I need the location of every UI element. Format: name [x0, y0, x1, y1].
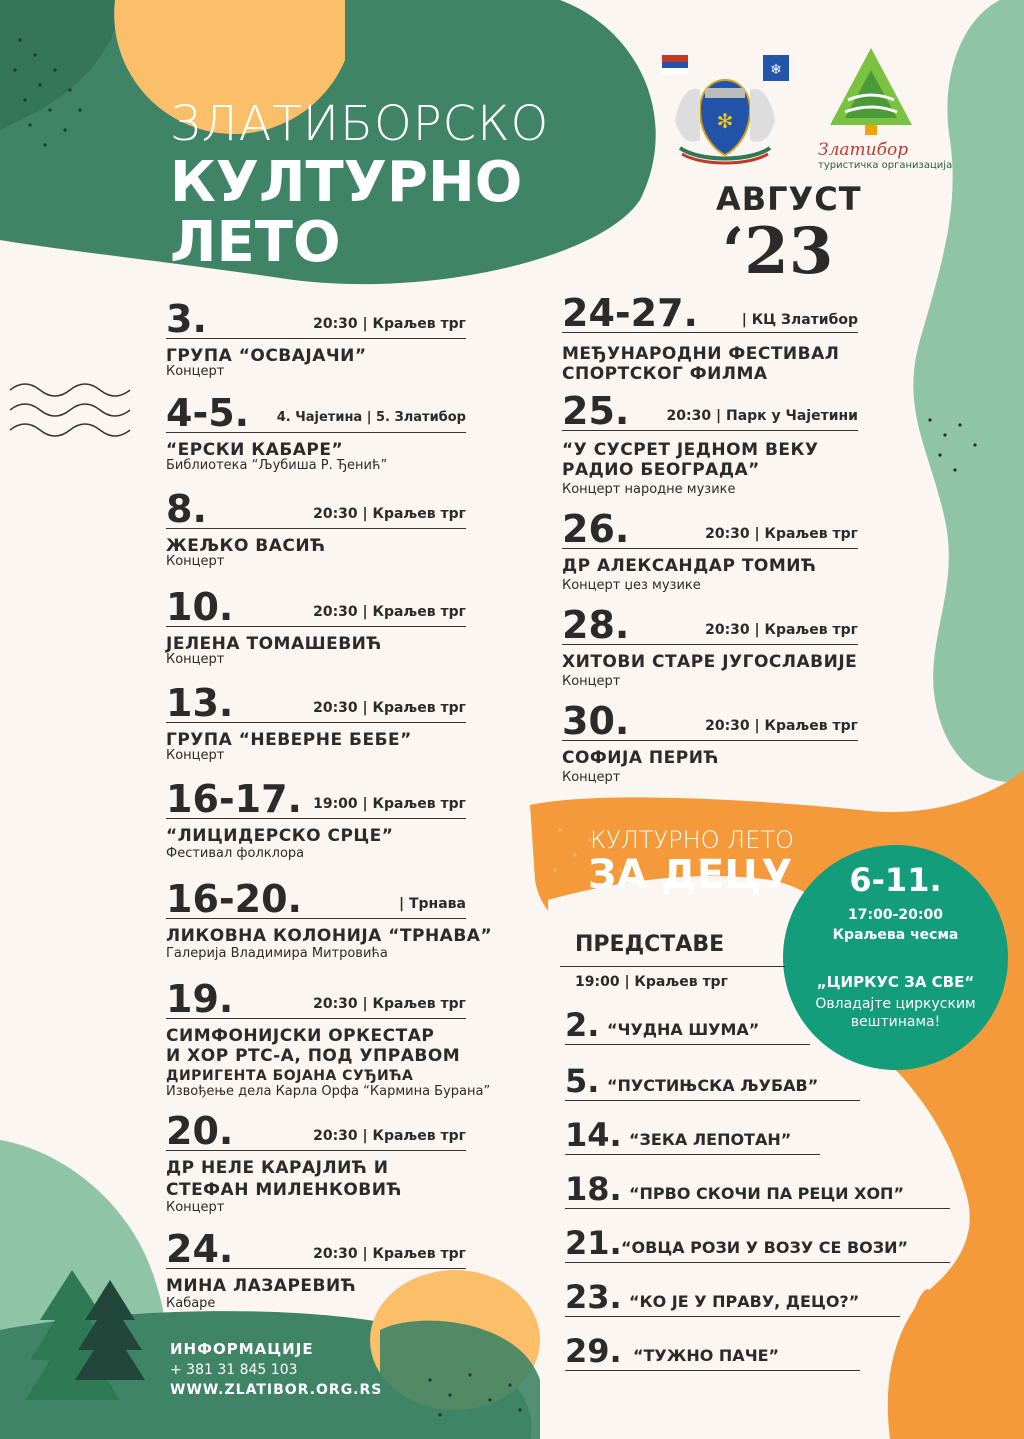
event-date: 19. [166, 977, 234, 1021]
event-subtitle: Концерт [562, 770, 621, 785]
event-subtitle: Извођење дела Карла Орфа “Кармина Бурана” [166, 1084, 491, 1099]
event-time-place: 19:00 | Краљев трг [313, 796, 466, 812]
divider [166, 626, 466, 627]
divider [565, 1100, 860, 1101]
divider [166, 1018, 466, 1019]
event-title: МИНА ЛАЗАРЕВИЋ [166, 1276, 357, 1296]
info-heading: ИНФОРМАЦИЈЕ [170, 1340, 314, 1358]
event-date: 13. [166, 681, 234, 725]
info-block [170, 1340, 382, 1398]
event-time-place: 20:30 | Краљев трг [313, 316, 466, 332]
event-title: ЈЕЛЕНА ТОМАШЕВИЋ [166, 634, 382, 654]
shows-time-place: 19:00 | Краљев трг [575, 974, 728, 990]
event-title: “У СУСРЕТ ЈЕДНОМ ВЕКУ [562, 440, 819, 460]
divider [565, 1154, 820, 1155]
divider [565, 1044, 810, 1045]
show-title: “ПРВО СКОЧИ ПА РЕЦИ ХОП” [629, 1184, 904, 1203]
event-subtitle: Фестивал фолклора [166, 846, 305, 861]
event-subtitle: Кабаре [166, 1296, 216, 1311]
event-subtitle: Библиотека “Љубиша Р. Ђенић” [166, 458, 388, 473]
show-date: 5. [565, 1062, 600, 1100]
divider [166, 818, 466, 819]
divider [562, 548, 858, 549]
event-time-place: 20:30 | Краљев трг [313, 506, 466, 522]
event-date: 24-27. [562, 291, 698, 335]
divider [166, 432, 466, 433]
event-date: 26. [562, 507, 630, 551]
event-date: 16-20. [166, 877, 302, 921]
divider [166, 528, 466, 529]
event-subtitle: Концерт [166, 748, 225, 763]
kids-title-line-1: КУЛТУРНО ЛЕТО [590, 826, 794, 854]
event-time-place: 20:30 | Краљев трг [705, 718, 858, 734]
title-line-1: ЗЛАТИБОРСКО [170, 96, 550, 152]
show-title: “ЧУДНА ШУМА” [607, 1020, 760, 1039]
event-title: ДР АЛЕКСАНДАР ТОМИЋ [562, 556, 817, 576]
event-title-line-2: И ХОР РТС-А, ПОД УПРАВОМ [166, 1046, 461, 1066]
circus-title: „ЦИРКУС ЗА СВЕ“ [816, 973, 975, 991]
event-subtitle: Концерт [166, 554, 225, 569]
event-title-line-2: РАДИО БЕОГРАДА” [562, 460, 760, 480]
event-date: 4-5. [166, 391, 250, 435]
event-time-place: 4. Чајетина | 5. Златибор [276, 410, 466, 425]
event-date: 25. [562, 389, 630, 433]
event-subtitle: Концерт [166, 652, 225, 667]
year-label: ‘23 [722, 214, 834, 289]
event-subtitle: Концерт [166, 1200, 225, 1215]
event-date: 16-17. [166, 777, 302, 821]
divider [562, 430, 858, 431]
month-label: АВГУСТ [716, 180, 862, 218]
show-date: 14. [565, 1116, 622, 1154]
event-time-place: | КЦ Златибор [741, 312, 858, 328]
circus-subtitle: Овладајте циркуским вештинама! [815, 996, 976, 1030]
event-date: 3. [166, 297, 207, 341]
event-date: 30. [562, 699, 630, 743]
title-line-2: КУЛТУРНО [170, 150, 523, 215]
divider [565, 1316, 900, 1317]
event-title: ДР НЕЛЕ КАРАЈЛИЋ И [166, 1158, 389, 1178]
event-date: 10. [166, 585, 234, 629]
event-title: ГРУПА “ОСВАЈАЧИ” [166, 346, 367, 366]
circus-badge [783, 845, 1008, 1070]
show-date: 18. [565, 1170, 622, 1208]
event-date: 28. [562, 603, 630, 647]
event-time-place: 20:30 | Краљев трг [313, 996, 466, 1012]
event-title: МЕЂУНАРОДНИ ФЕСТИВАЛ [562, 344, 840, 364]
divider [166, 918, 466, 919]
show-title: “ОВЦА РОЗИ У ВОЗУ СЕ ВОЗИ” [621, 1238, 909, 1257]
event-title: СОФИЈА ПЕРИЋ [562, 748, 719, 768]
divider [565, 1208, 950, 1209]
show-title: “ЗЕКА ЛЕПОТАН” [629, 1130, 792, 1149]
show-title: “КО ЈЕ У ПРАВУ, ДЕЦО?” [629, 1292, 860, 1311]
show-date: 2. [565, 1006, 600, 1044]
event-time-place: 20:30 | Краљев трг [313, 604, 466, 620]
event-date: 24. [166, 1227, 234, 1271]
info-phone[interactable]: + 381 31 845 103 [170, 1362, 298, 1378]
info-website[interactable]: WWW.ZLATIBOR.ORG.RS [170, 1382, 383, 1398]
zlatibor-logo-text: Златибор [818, 140, 909, 160]
event-title-line-2: СПОРТСКОГ ФИЛМА [562, 364, 768, 384]
show-date: 21. [565, 1224, 622, 1262]
divider [562, 332, 858, 333]
svg-text:✻: ✻ [716, 109, 734, 133]
divider [562, 740, 858, 741]
event-title: ЛИКОВНА КОЛОНИЈА “ТРНАВА” [166, 926, 493, 946]
event-time-place: 20:30 | Парк у Чајетини [666, 408, 858, 424]
event-title-line-3: ДИРИГЕНТА БОЈАНА СУЂИЋА [166, 1068, 414, 1084]
event-time-place: | Трнава [399, 896, 466, 912]
divider [565, 1262, 950, 1263]
event-time-place: 20:30 | Краљев трг [705, 526, 858, 542]
circus-time: 17:00-20:00 [848, 907, 943, 923]
divider [166, 722, 466, 723]
event-date: 20. [166, 1109, 234, 1153]
divider [166, 1150, 466, 1151]
zlatibor-logo-subtitle: туристичка организација [818, 160, 953, 171]
show-title: “ПУСТИЊСКА ЉУБАВ” [607, 1076, 819, 1095]
event-title: “ЕРСКИ КАБАРЕ” [166, 440, 344, 460]
event-subtitle: Концерт [166, 364, 225, 379]
event-title: ХИТОВИ СТАРЕ ЈУГОСЛАВИЈЕ [562, 652, 858, 672]
event-time-place: 20:30 | Краљев трг [313, 1128, 466, 1144]
event-time-place: 20:30 | Краљев трг [313, 1246, 466, 1262]
divider [166, 338, 466, 339]
show-title: “ТУЖНО ПАЧЕ” [633, 1346, 780, 1365]
title-line-3: ЛЕТО [170, 210, 341, 275]
divider [565, 1370, 860, 1371]
event-subtitle: Концерт народне музике [562, 482, 736, 497]
svg-text:❄: ❄ [770, 62, 782, 78]
event-time-place: 20:30 | Краљев трг [313, 700, 466, 716]
event-title: ГРУПА “НЕВЕРНЕ БЕБЕ” [166, 730, 412, 750]
show-date: 29. [565, 1332, 622, 1370]
event-time-place: 20:30 | Краљев трг [705, 622, 858, 638]
divider [560, 966, 785, 967]
divider [562, 644, 858, 645]
event-title: ЖЕЉКО ВАСИЋ [166, 536, 326, 556]
event-title: “ЛИЦИДЕРСКО СРЦЕ” [166, 826, 394, 846]
event-subtitle: Галерија Владимира Митровића [166, 946, 388, 961]
show-date: 23. [565, 1278, 622, 1316]
event-title: СИМФОНИЈСКИ ОРКЕСТАР [166, 1026, 435, 1046]
event-title-line-2: СТЕФАН МИЛЕНКОВИЋ [166, 1180, 402, 1200]
circus-dates: 6-11. [849, 861, 942, 899]
circus-place: Краљева чесма [832, 927, 959, 943]
kids-title-line-2: ЗА ДЕЦУ [588, 852, 793, 898]
event-subtitle: Концерт џез музике [562, 578, 701, 593]
event-date: 8. [166, 487, 207, 531]
event-subtitle: Концерт [562, 674, 621, 689]
divider [166, 1268, 466, 1269]
shows-heading: ПРЕДСТАВЕ [575, 932, 725, 957]
